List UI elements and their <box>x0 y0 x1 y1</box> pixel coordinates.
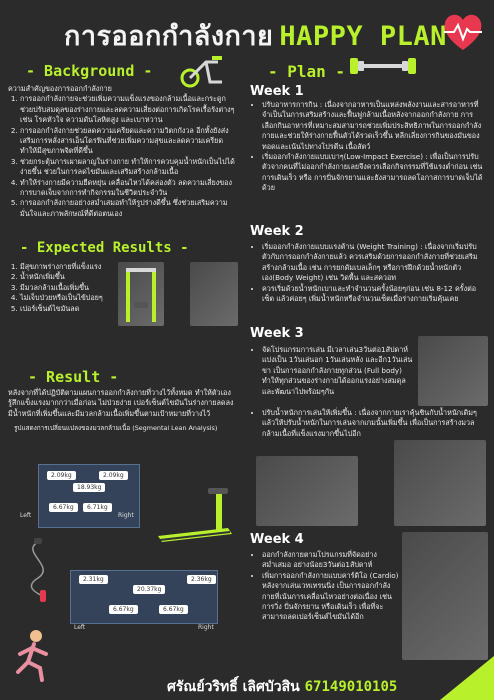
plan-heading: - Plan - <box>268 62 346 81</box>
page-title-main: การออกกำลังกาย <box>64 21 274 52</box>
heart-pulse-icon <box>440 8 486 54</box>
dumbbell-curl-photo <box>418 336 488 406</box>
expected-item: 5. เปอร์เซ็นต์ไขมันลด <box>20 304 118 314</box>
value-trunk: 20.37kg <box>133 585 165 594</box>
exercise-bike-icon <box>178 50 228 88</box>
value-arm-right: 2.36kg <box>187 575 216 584</box>
gym-machine-photo <box>118 262 164 326</box>
week-4-section <box>252 550 402 623</box>
expected-item: 4. ไม่เจ็บป่วยหรือเป็นไข้บ่อยๆ <box>20 293 118 303</box>
expected-section <box>8 262 118 314</box>
student-id: 67149010105 <box>304 679 398 695</box>
value-leg-right: 6.71kg <box>83 503 112 512</box>
value-leg-right: 6.67kg <box>159 605 188 614</box>
value-arm-right: 2.09kg <box>99 471 128 480</box>
week-4-label: Week 4 <box>250 532 304 547</box>
result-text: หลังจากที่ได้ปฏิบัติตามแผนการออกกำลังกายที่วางไว้ทั้งหมด ทำให้ตัวเองรู้สึกแข็งแรงมากกว่าเมื่อก่อน ไม่ป่วยง่าย เปอร์เซ็นต์ไขมันในร่างกายลดลง มีน้ำหนักที่เพิ่มขึ้นและมีมวลกล้ามเนื้อเพิ่มขึ้นตามเป้าหมายที่วางไว้ <box>8 388 234 418</box>
corner-decoration <box>440 656 494 700</box>
week-3-section-2 <box>252 408 484 439</box>
weight-machine-icon <box>118 262 164 326</box>
background-item: 2. การออกกำลังกายช่วยลดความเครียดและความวิตกกังวล อีกทั้งยังส่งเสริมการหลั่งสารเอ็นโดรฟินที่ช่วยเพิ่มความสุขและลดความเครียด ทำให้มีสุขภาพจิตที่ดีขึ้น <box>20 126 236 157</box>
week-2-label: Week 2 <box>250 224 304 239</box>
background-item: 4. ทำให้ร่างกายมีความยืดหยุ่น เคลื่อนไหวได้คล่องตัว ลดความเสี่ยงของการบาดเจ็บจากการทำกิจกรรมในชีวิตประจำวัน <box>20 178 236 199</box>
expected-item: 3. มีมวลกล้ามเนื้อเพิ่มขึ้น <box>20 283 118 293</box>
lean-analysis-panel-after <box>70 570 218 624</box>
plan-item: • ควรเริ่มด้วยน้ำหนักเบาและทำจำนวนครั้งน้อยๆก่อน เช่น 8-12 ครั้งต่อเซ็ต แล้วค่อยๆ เพิ่มน้ำหนักหรือจำนวนเซ็ตเมื่อร่างกายเริ่มคุ้นเคย <box>262 284 484 305</box>
week-1-section <box>252 100 484 194</box>
background-item: 5. การออกกำลังกายอย่างสม่ำเสมอทำให้รูปร่างดีขึ้น ซึ่งช่วยเสริมความมั่นใจและภาพลักษณ์ที่ดีต่อตนเอง <box>20 198 236 219</box>
author-footer <box>167 676 397 698</box>
value-trunk: 18.93kg <box>73 483 105 492</box>
expected-item: 1. มีสุขภาพร่างกายที่แข็งแรง <box>20 262 118 272</box>
background-heading: - Background - <box>26 62 153 80</box>
runner-icon <box>6 628 62 684</box>
jump-rope-icon <box>16 538 60 602</box>
plan-item: • ออกกำลังกายตามโปรแกรมที่จัดอย่างสม่ำเสมอ อย่างน้อย3วันต่อ1สัปดาห์ <box>262 550 402 571</box>
side-left-label: Left <box>20 512 32 519</box>
plan-item: • ปรับน้ำหนักการเล่นให้เพิ่มขึ้น : เนื่องจากกายเราคุ้นชินกับน้ำหนักเดิมๆแล้วให้ปรับน้ำหนักในการเล่นจากเกมนั้นเพิ่มขึ้น เพื่อเป็นการสร้างมวลกล้ามเนื้อที่แข็งแรงมากขึ้นไปอีก <box>262 408 484 439</box>
person-standing-photo <box>402 532 488 660</box>
result-caption: รูปแสดงการเปลี่ยนแปลงของมวลกล้ามเนื้อ (Segmental Lean Analysis) <box>14 424 218 432</box>
expected-item: 2. น้ำหนักเพิ่มขึ้น <box>20 272 118 282</box>
dumbbell-icon <box>348 56 418 76</box>
background-item: 3. ช่วยกระตุ้นการเผาผลาญในร่างกาย ทำให้การควบคุมน้ำหนักเป็นไปได้ง่ายขึ้น ช่วยในการลดไขมันและเสริมสร้างกล้ามเนื้อ <box>20 157 236 178</box>
treadmill-icon <box>152 488 238 544</box>
plan-item: • ปรับอาหารการกิน : เนื่องจากอาหารเป็นแหล่งพลังงานและสารอาหารที่จำเป็นในการเสริมสร้างและฟื้นฟูกล้ามเนื้อหลังจากออกกำลังกาย การเลือกกินอาหารที่เหมาะสมสามารถช่วยเพิ่มประสิทธิภาพในการออกกำลังกายและช่วยให้ร่างกายฟื้นตัวได้รวดเร็วขึ้น หลีกเลี่ยงการกินของมันของทอดและเน้นไปทางโปรตีน เนื้อสัตว์ <box>262 100 484 152</box>
value-leg-left: 6.67kg <box>109 605 138 614</box>
week-3-section <box>252 345 416 397</box>
side-left-label: Left <box>74 624 86 631</box>
squat-rack-photo <box>394 440 486 526</box>
week-1-label: Week 1 <box>250 84 304 99</box>
background-section <box>8 84 236 219</box>
deadlift-photo <box>256 456 358 526</box>
side-right-label: Right <box>118 512 134 519</box>
plan-item: • จัดโปรแกรมการเล่น มีเวลาเล่น3วันต่อ1สัปดาห์ แบ่งเป็น 1วันเล่นอก 1วันเล่นหลัง และอีก1วันเล่นขา เป็นการออกกำลังกายทุกส่วน (Full body) ทำให้ทุกส่วนของร่างกายได้ออกแรงอย่างสมดุลและพัฒนาไปพร้อมๆกัน <box>262 345 416 397</box>
value-leg-left: 6.67kg <box>49 503 78 512</box>
page-title <box>64 14 447 57</box>
side-right-label: Right <box>198 624 214 631</box>
result-heading: - Result - <box>28 368 119 386</box>
page-title-highlight: HAPPY PLAN <box>279 21 447 52</box>
value-arm-left: 2.31kg <box>79 575 108 584</box>
person-photo <box>190 262 238 326</box>
author-name: ศรัณย์วริทธิ์ เลิศบัวสิน <box>167 679 300 695</box>
plan-item: • เริ่มออกกำลังกายแบบเบาๆ(Low-Impact Exercise) : เพื่อเป็นการปรับตัวจากคนที่ไม่ออกกำลังกายเลยจึงควรเลือกกิจกรรมที่ใช้แรงต่ำก่อน เช่น การเดินเร็ว หรือ การปั่นจักรยานและยังสามารถลดโอกาสการบาดเจ็บได้ด้วย <box>262 152 484 194</box>
week-3-label: Week 3 <box>250 326 304 341</box>
value-arm-left: 2.09kg <box>47 471 76 480</box>
expected-heading: - Expected Results - <box>20 240 189 256</box>
plan-item: • เริ่มออกกำลังกายแบบแรงต้าน (Weight Training) : เนื่องจากเริ่มปรับตัวกับการออกกำลังกายแล้ว ควรเสริมด้วยการออกกำลังกายที่ช่วยเสริมสร้างกล้ามเนื้อ เช่น การยกดัมเบลเล็กๆ หรือการฝึกด้วยน้ำหนักตัวเอง(Body Weight) เช่น วิดพื้น และสควอท <box>262 242 484 284</box>
background-item: 1. การออกกำลังกายจะช่วยเพิ่มความแข็งแรงของกล้ามเนื้อและกระดูก ช่วยปรับสมดุลของร่างกายและลดความเสี่ยงต่อการเกิดโรคเรื้อรังต่างๆ เช่น โรคหัวใจ ความดันโลหิตสูง และเบาหวาน <box>20 94 236 125</box>
background-intro: ความสำคัญของการออกกำลังกาย <box>8 84 112 93</box>
week-2-section <box>252 242 484 304</box>
plan-item: • เพิ่มการออกกำลังกายแบบคาร์ดิโอ (Cardio) หลังจากเล่นเวทเทรนนิ่ง เป็นการออกกำลังกายที่เน้นการเคลื่อนไหวอย่างต่อเนื่อง เช่น การวิ่ง ปั่นจักรยาน หรือเดินเร็ว เพื่อที่จะสามารถลดเปอร์เซ็นต์ไขมันได้อีก <box>262 571 402 623</box>
